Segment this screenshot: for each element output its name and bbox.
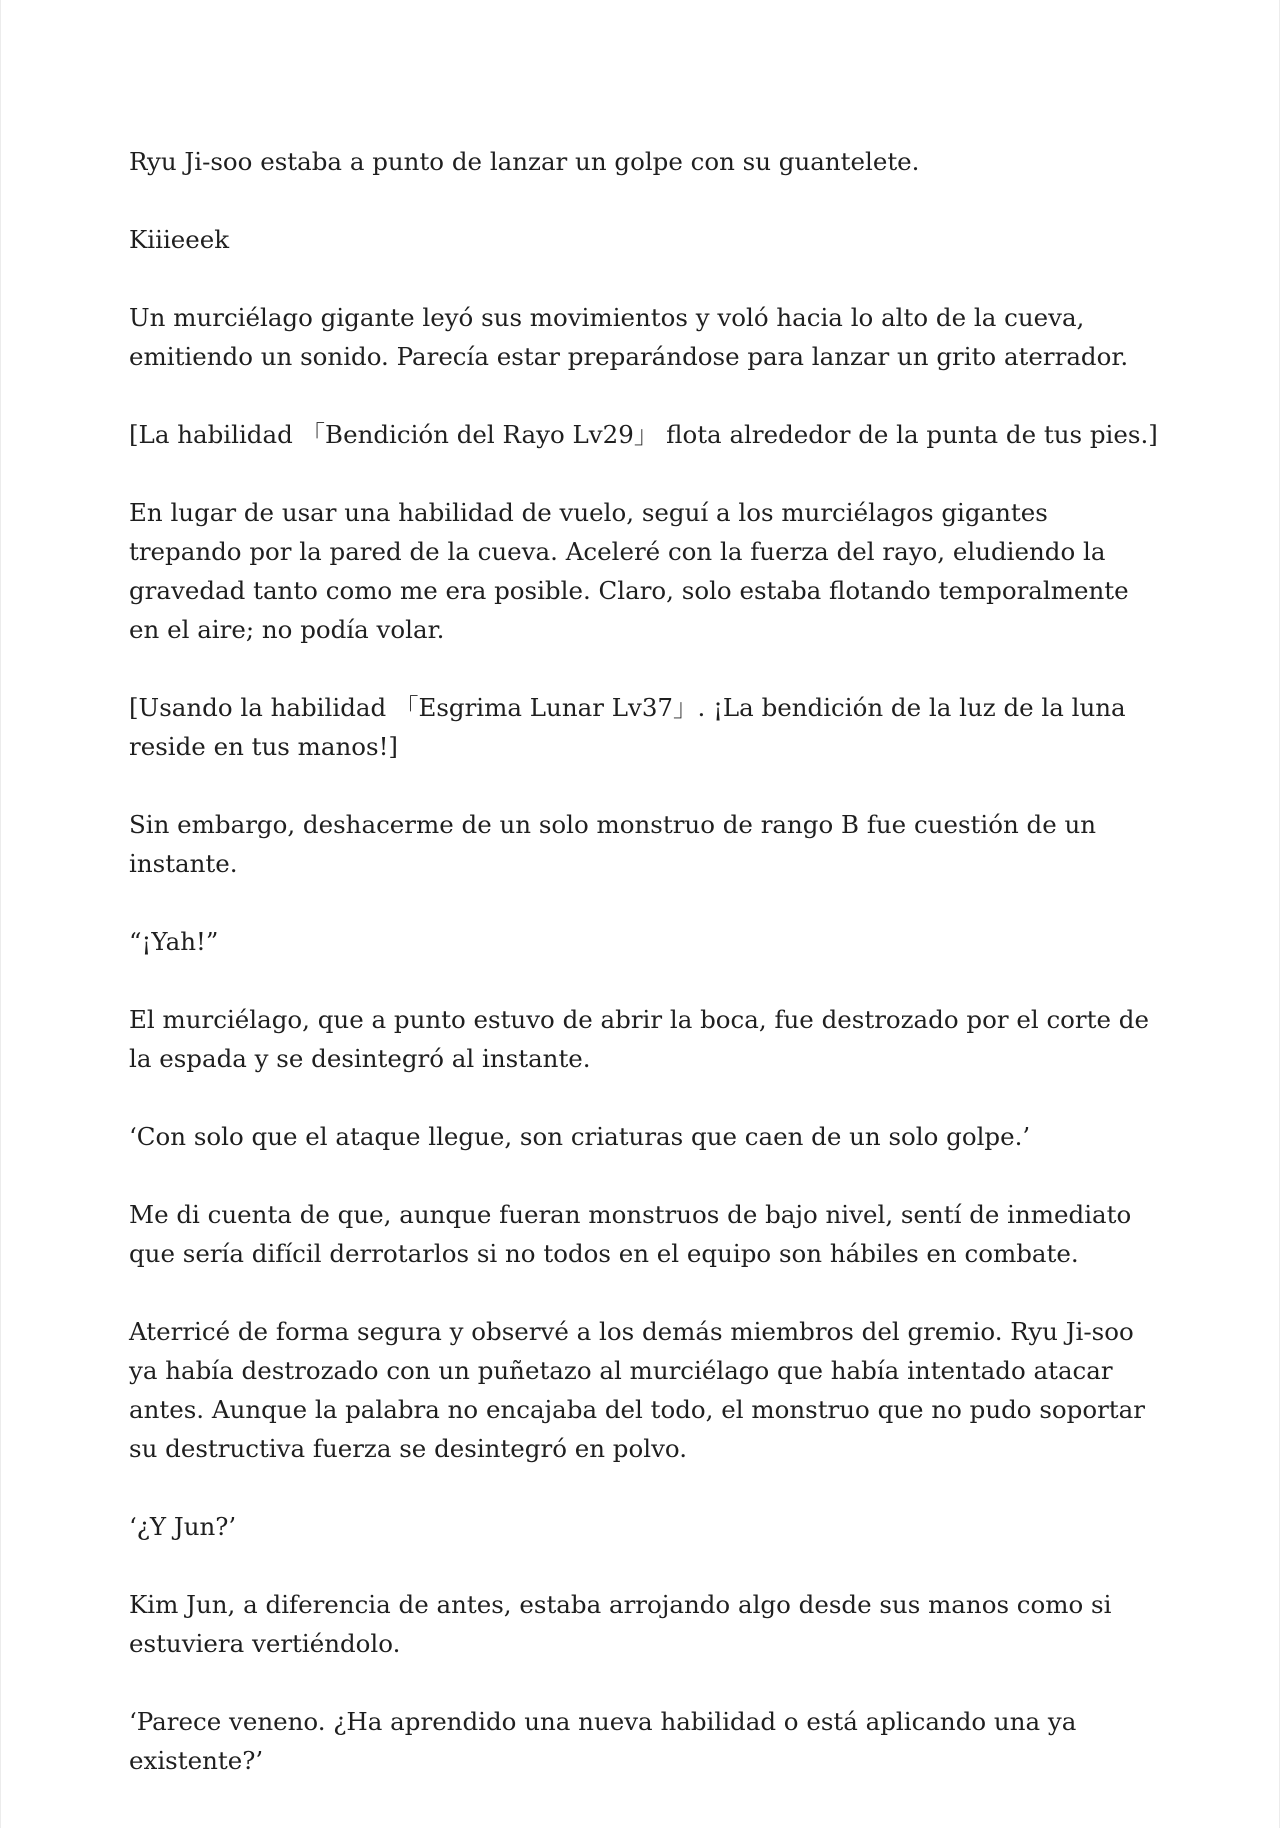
paragraph: Sin embargo, deshacerme de un solo monstruo de rango B fue cuestión de un instante. [129,810,1097,878]
thought: ‘¿Y Jun?’ [129,1512,237,1541]
reader-page [129,142,1159,1780]
paragraph: Un murciélago gigante leyó sus movimientos y voló hacia lo alto de la cueva, emitiendo un sonido. Parecía estar preparándose para lanzar un grito aterrador. [129,303,1129,371]
paragraph: Aterricé de forma segura y observé a los demás miembros del gremio. Ryu Ji-soo ya había destrozado con un puñetazo al murciélago que había intentado atacar antes. Aunque la palabra no encajaba del todo, el monstruo que no pudo soportar su destructiva fuerza se desintegró en polvo. [129,1317,1145,1463]
paragraph: En lugar de usar una habilidad de vuelo, seguí a los murciélagos gigantes trepando por la pared de la cueva. Aceleré con la fuerza del rayo, eludiendo la gravedad tanto como me era posible. Claro, solo estaba flotando temporalmente en el aire; no podía volar. [129,498,1129,644]
paragraph: Kiiieeek [129,225,230,254]
thought: ‘Con solo que el ataque llegue, son criaturas que caen de un solo golpe.’ [129,1122,1031,1151]
dialogue: “¡Yah!” [129,927,219,956]
thought: ‘Parece veneno. ¿Ha aprendido una nueva habilidad o está aplicando una ya existente?’ [129,1707,1077,1775]
paragraph: Kim Jun, a diferencia de antes, estaba arrojando algo desde sus manos como si estuviera vertiéndolo. [129,1590,1112,1658]
system-message: [Usando la habilidad 「Esgrima Lunar Lv37」. ¡La bendición de la luz de la luna reside en tus manos!] [129,693,1126,761]
paragraph: Ryu Ji-soo estaba a punto de lanzar un golpe con su guantelete. [129,147,920,176]
system-message: [La habilidad 「Bendición del Rayo Lv29」 flota alrededor de la punta de tus pies.] [129,420,1158,449]
paragraph: Me di cuenta de que, aunque fueran monstruos de bajo nivel, sentí de inmediato que sería difícil derrotarlos si no todos en el equipo son hábiles en combate. [129,1200,1132,1268]
paragraph: El murciélago, que a punto estuvo de abrir la boca, fue destrozado por el corte de la espada y se desintegró al instante. [129,1005,1149,1073]
